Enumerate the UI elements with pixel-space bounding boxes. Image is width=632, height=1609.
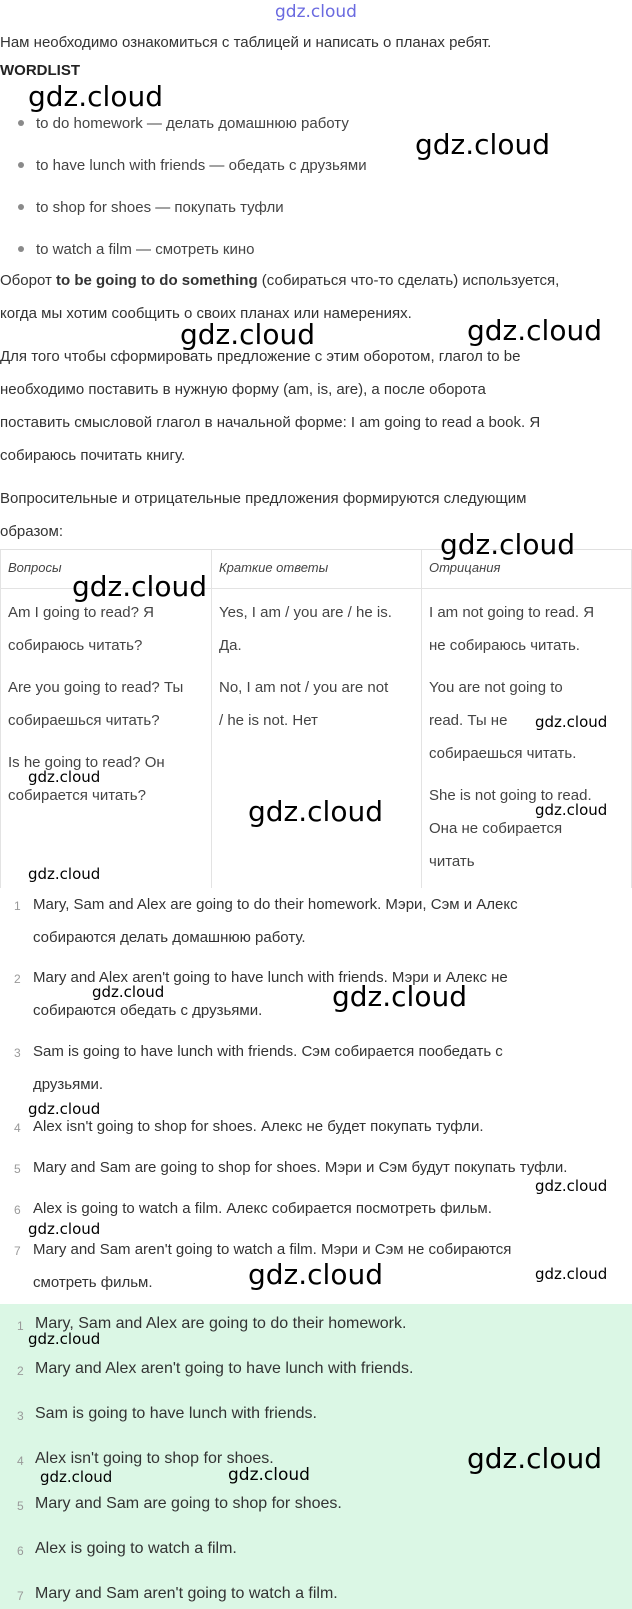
grammar-text: необходимо поставить в нужную форму (am, is, are), а после оборота — [0, 381, 486, 398]
answer-item: Mary and Sam are going to shop for shoes. Мэри и Сэм будут покупать туфли. — [33, 1159, 568, 1176]
answer-item: Mary and Sam aren't going to watch a film. Мэри и Сэм не собираются смотреть фильм. — [33, 1241, 512, 1291]
answer-number: 6 — [14, 1203, 21, 1217]
watermark: gdz.cloud — [535, 1177, 608, 1195]
watermark: gdz.cloud — [92, 983, 165, 1001]
watermark: gdz.cloud — [180, 318, 315, 351]
answer-number: 7 — [14, 1244, 21, 1258]
watermark: gdz.cloud — [535, 801, 608, 819]
answer-number: 1 — [14, 899, 21, 913]
grammar-paragraph-2 — [0, 340, 632, 472]
wordlist-item-text: to have lunch with friends — обедать с друзьями — [36, 157, 367, 174]
wordlist-item — [0, 157, 367, 174]
watermark: gdz.cloud — [40, 1468, 113, 1486]
answer-item: Alex is going to watch a film. Алекс собирается посмотреть фильм. — [33, 1200, 492, 1217]
watermark: gdz.cloud — [248, 795, 383, 828]
grammar-text: собираюсь почитать книгу. — [0, 447, 186, 464]
watermark: gdz.cloud — [28, 865, 101, 883]
watermark: gdz.cloud — [28, 768, 101, 786]
watermark: gdz.cloud — [535, 1265, 608, 1283]
bullet-icon — [18, 162, 24, 168]
watermark: gdz.cloud — [440, 528, 575, 561]
answer-number: 3 — [14, 1046, 21, 1060]
table-cell-negations: I am not going to read. Я не собираюсь читать. You are not going to read. Ты не собираешься читать. She is not going to read. Она не собирается читать — [429, 604, 595, 870]
watermark: gdz.cloud — [248, 1258, 383, 1291]
english-answer: Sam is going to have lunch with friends. — [35, 1405, 317, 1422]
english-answer: Mary and Sam aren't going to watch a film. — [35, 1585, 338, 1602]
english-answer: Mary and Sam are going to shop for shoes. — [35, 1495, 342, 1512]
grammar-text: когда мы хотим сообщить о своих планах или намерениях. — [0, 305, 412, 322]
grammar-text: Вопросительные и отрицательные предложения формируются следующим — [0, 490, 527, 507]
watermark: gdz.cloud — [535, 713, 608, 731]
wordlist-item — [0, 241, 255, 258]
answer-item: Sam is going to have lunch with friends. Сэм собирается пообедать с друзьями. — [33, 1043, 503, 1093]
answer-item: Alex isn't going to shop for shoes. Алекс не будет покупать туфли. — [33, 1118, 484, 1135]
watermark: gdz.cloud — [467, 314, 602, 347]
english-answer: Mary and Alex aren't going to have lunch with friends. — [35, 1360, 414, 1377]
bullet-icon — [18, 246, 24, 252]
grammar-text: поставить смысловой глагол в начальной форме: I am going to read a book. Я — [0, 414, 541, 431]
answer-item: Mary, Sam and Alex are going to do their homework. Мэри, Сэм и Алекс собираются делать домашнюю работу. — [33, 896, 518, 946]
answer-number: 2 — [14, 972, 21, 986]
answer-number: 2 — [17, 1364, 24, 1378]
intro-text: Нам необходимо ознакомиться с таблицей и написать о планах ребят. — [0, 34, 492, 51]
english-answer: Alex is going to watch a film. — [35, 1540, 237, 1557]
watermark: gdz.cloud — [28, 1100, 101, 1118]
grammar-text: образом: — [0, 523, 63, 540]
wordlist-item-text: to do homework — делать домашнюю работу — [36, 115, 349, 132]
answer-number: 1 — [17, 1319, 24, 1333]
watermark: gdz.cloud — [72, 570, 207, 603]
answer-item: Mary and Alex aren't going to have lunch with friends. Мэри и Алекс не собираются обедать с друзьями. — [33, 969, 508, 1019]
table-header-questions: Вопросы — [8, 560, 62, 575]
wordlist-heading: WORDLIST — [0, 62, 80, 79]
answer-number: 7 — [17, 1589, 24, 1603]
bullet-icon — [18, 204, 24, 210]
english-answer: Alex isn't going to shop for shoes. — [35, 1450, 274, 1467]
grammar-text: Оборот — [0, 272, 56, 289]
wordlist-item-text: to watch a film — смотреть кино — [36, 241, 255, 258]
grammar-bold-phrase: to be going to do something — [56, 272, 258, 289]
watermark: gdz.cloud — [28, 1330, 101, 1348]
table-cell-short-answers: Yes, I am / you are / he is. Да. No, I am not / you are not / he is not. Нет — [219, 604, 392, 729]
wordlist-item — [0, 199, 284, 216]
answer-number: 4 — [17, 1454, 24, 1468]
answer-number: 5 — [17, 1499, 24, 1513]
wordlist-item-text: to shop for shoes — покупать туфли — [36, 199, 284, 216]
watermark: gdz.cloud — [415, 128, 550, 161]
watermark: gdz.cloud — [28, 1220, 101, 1238]
answer-number: 4 — [14, 1121, 21, 1135]
grammar-text: Для того чтобы сформировать предложение с этим оборотом, глагол to be — [0, 348, 521, 365]
watermark: gdz.cloud — [467, 1442, 602, 1475]
table-cell-questions: Am I going to read? Я собираюсь читать? Are you going to read? Ты собираешься читать? Is he going to read? Он собирается читать? — [8, 604, 184, 804]
answer-number: 5 — [14, 1162, 21, 1176]
bullet-icon — [18, 120, 24, 126]
wordlist-item — [0, 115, 349, 132]
answer-number: 3 — [17, 1409, 24, 1423]
answer-number: 6 — [17, 1544, 24, 1558]
watermark: gdz.cloud — [228, 1465, 310, 1485]
table-header-short-answers: Краткие ответы — [219, 560, 329, 575]
site-logo[interactable]: gdz.cloud — [275, 2, 357, 22]
watermark: gdz.cloud — [332, 980, 467, 1013]
watermark: gdz.cloud — [28, 80, 163, 113]
table-header-negations: Отрицания — [429, 560, 501, 575]
grammar-text: (собираться что-то сделать) используется, — [257, 272, 560, 289]
english-answer: Mary, Sam and Alex are going to do their homework. — [35, 1315, 407, 1332]
